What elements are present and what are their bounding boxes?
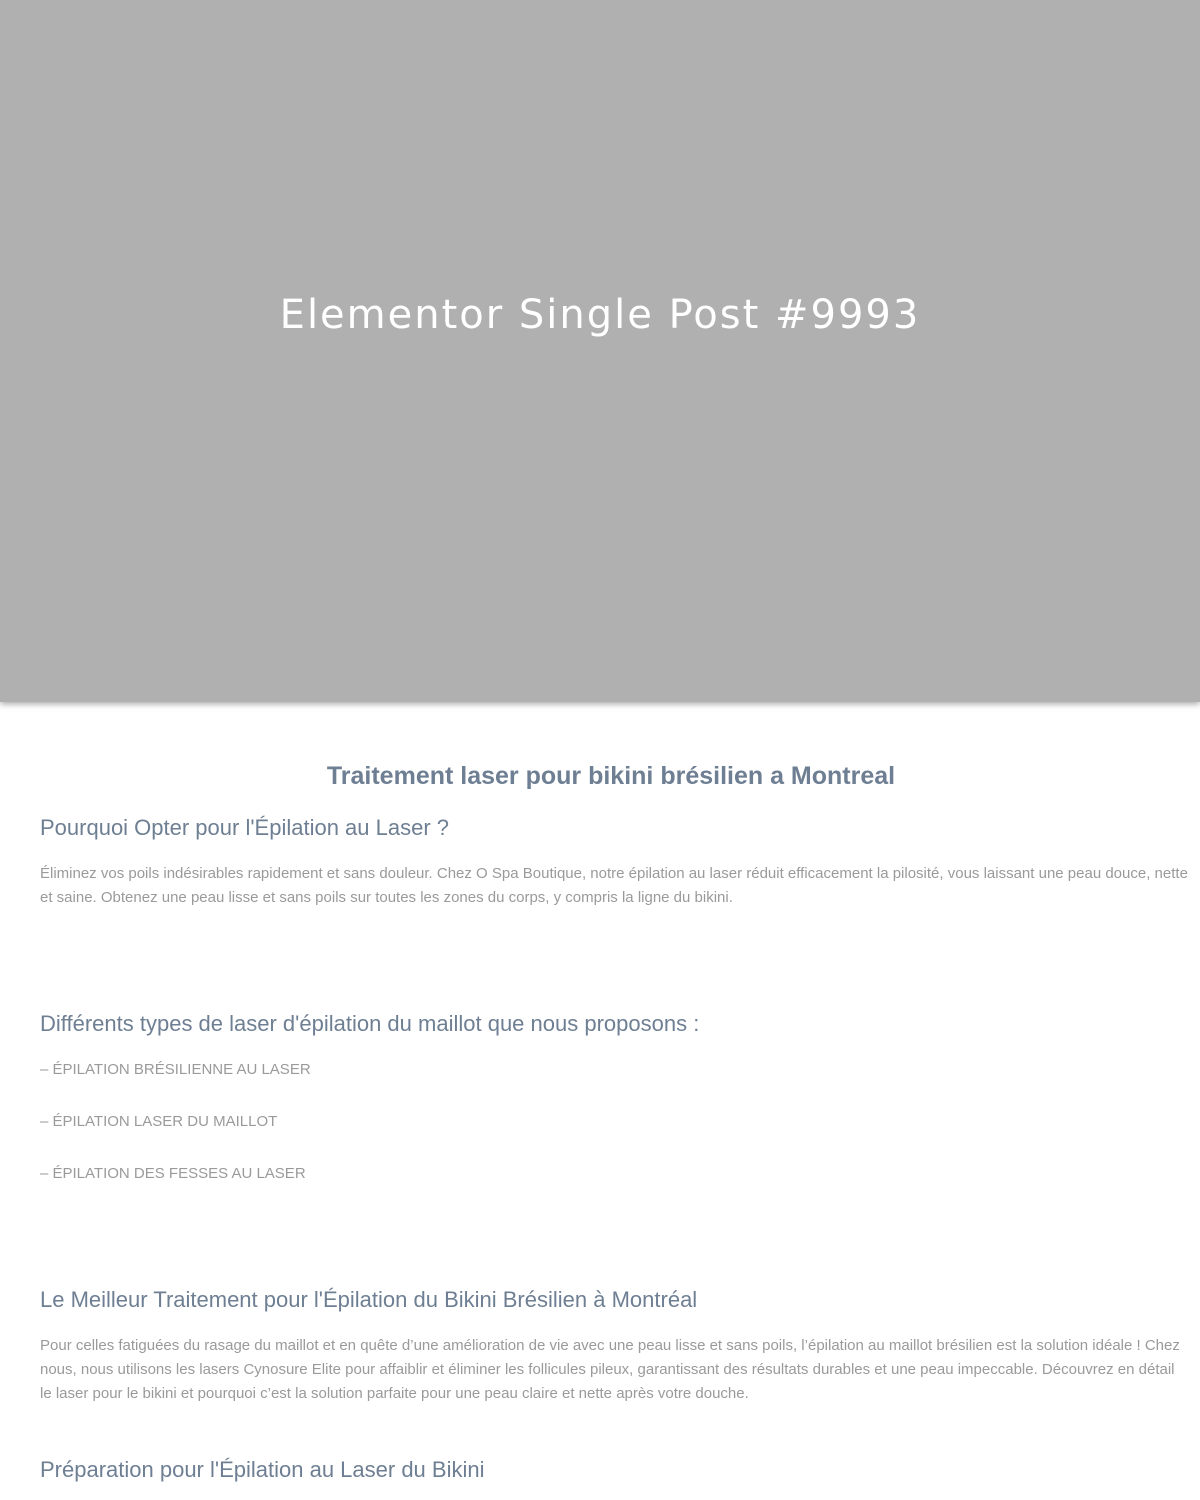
list-item: – ÉPILATION DES FESSES AU LASER (40, 1165, 306, 1182)
section-paragraph-why-laser: Éliminez vos poils indésirables rapidement et sans douleur. Chez O Spa Boutique, notre épilation au laser réduit efficacement la pilosité, vous laissant une peau douce, nette et saine. Obtenez une peau lisse et sans poils sur toutes les zones du corps, y compris la ligne du bikini. (40, 865, 1188, 906)
list-item: – ÉPILATION LASER DU MAILLOT (40, 1113, 278, 1130)
article-main-heading: Traitement laser pour bikini brésilien a Montreal (326, 762, 896, 790)
section-paragraph-best-treatment: Pour celles fatiguées du rasage du maillot et en quête d’une amélioration de vie avec une peau lisse et sans poils, l’épilation au maillot brésilien est la solution idéale ! Chez nous, nous utilisons les lasers Cynosure Elite pour affaiblir et éliminer les follicules pileux, garantissant des résultats durables et une peau impeccable. Découvrez en détail le laser pour le bikini et pourquoi c’est la solution parfaite pour une peau claire et nette après votre douche. (40, 1337, 1180, 1402)
hero-banner (0, 0, 1200, 702)
hero-title: Elementor Single Post #9993 (279, 292, 921, 338)
section-heading-best-treatment: Le Meilleur Traitement pour l'Épilation du Bikini Brésilien à Montréal (40, 1287, 698, 1312)
section-heading-laser-types: Différents types de laser d'épilation du maillot que nous proposons : (40, 1011, 700, 1036)
section-heading-why-laser: Pourquoi Opter pour l'Épilation au Laser ? (40, 815, 450, 840)
section-heading-preparation: Préparation pour l'Épilation au Laser du Bikini (40, 1457, 485, 1482)
list-item: – ÉPILATION BRÉSILIENNE AU LASER (40, 1061, 311, 1078)
